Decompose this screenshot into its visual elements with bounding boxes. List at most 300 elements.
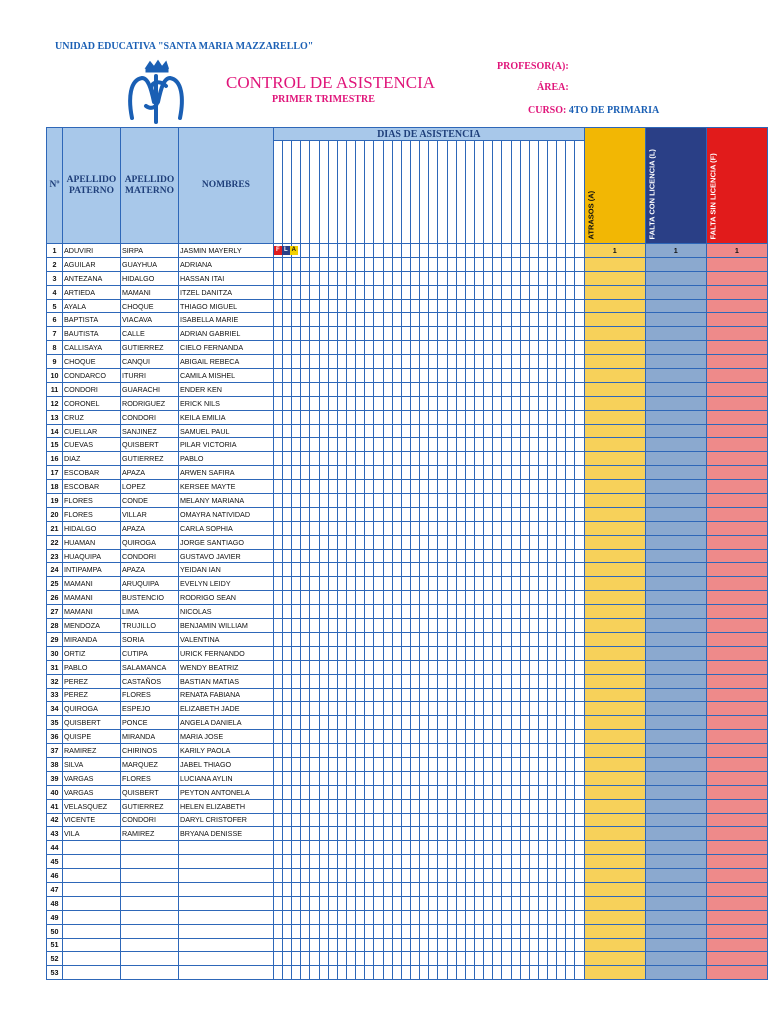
attendance-day-cell[interactable] bbox=[374, 785, 383, 799]
attendance-day-cell[interactable] bbox=[548, 730, 557, 744]
attendance-day-cell[interactable] bbox=[438, 882, 447, 896]
attendance-day-cell[interactable] bbox=[328, 827, 337, 841]
attendance-day-cell[interactable] bbox=[383, 619, 392, 633]
attendance-day-cell[interactable] bbox=[447, 716, 456, 730]
attendance-day-cell[interactable] bbox=[566, 869, 575, 883]
attendance-day-cell[interactable] bbox=[548, 466, 557, 480]
attendance-day-cell[interactable] bbox=[575, 966, 584, 980]
attendance-day-cell[interactable] bbox=[365, 771, 374, 785]
attendance-day-cell[interactable] bbox=[557, 313, 566, 327]
attendance-day-cell[interactable] bbox=[447, 424, 456, 438]
attendance-day-cell[interactable] bbox=[356, 396, 365, 410]
attendance-day-cell[interactable] bbox=[474, 244, 483, 258]
attendance-day-cell[interactable] bbox=[511, 688, 520, 702]
attendance-day-cell[interactable] bbox=[493, 702, 502, 716]
attendance-day-cell[interactable] bbox=[273, 952, 282, 966]
attendance-day-cell[interactable] bbox=[392, 382, 401, 396]
attendance-day-cell[interactable] bbox=[566, 757, 575, 771]
attendance-day-cell[interactable] bbox=[566, 341, 575, 355]
attendance-day-cell[interactable] bbox=[484, 341, 493, 355]
attendance-day-cell[interactable] bbox=[273, 452, 282, 466]
attendance-day-cell[interactable] bbox=[420, 577, 429, 591]
attendance-day-cell[interactable] bbox=[484, 619, 493, 633]
attendance-day-cell[interactable] bbox=[292, 827, 301, 841]
attendance-day-cell[interactable] bbox=[356, 896, 365, 910]
attendance-day-cell[interactable] bbox=[566, 910, 575, 924]
attendance-day-cell[interactable] bbox=[520, 632, 529, 646]
attendance-day-cell[interactable] bbox=[383, 355, 392, 369]
attendance-day-cell[interactable] bbox=[474, 716, 483, 730]
attendance-day-cell[interactable] bbox=[538, 827, 547, 841]
attendance-day-cell[interactable] bbox=[511, 619, 520, 633]
attendance-day-cell[interactable] bbox=[282, 744, 291, 758]
attendance-day-cell[interactable] bbox=[484, 424, 493, 438]
attendance-day-cell[interactable] bbox=[420, 591, 429, 605]
attendance-day-cell[interactable] bbox=[438, 702, 447, 716]
attendance-day-cell[interactable] bbox=[374, 869, 383, 883]
attendance-day-cell[interactable] bbox=[566, 771, 575, 785]
attendance-day-cell[interactable] bbox=[356, 757, 365, 771]
attendance-day-cell[interactable] bbox=[502, 688, 511, 702]
attendance-day-cell[interactable] bbox=[273, 744, 282, 758]
attendance-day-cell[interactable] bbox=[420, 716, 429, 730]
attendance-day-cell[interactable] bbox=[319, 882, 328, 896]
attendance-day-cell[interactable] bbox=[529, 535, 538, 549]
attendance-day-cell[interactable] bbox=[356, 799, 365, 813]
attendance-day-cell[interactable] bbox=[520, 799, 529, 813]
attendance-day-cell[interactable] bbox=[282, 257, 291, 271]
attendance-day-cell[interactable] bbox=[511, 591, 520, 605]
attendance-day-cell[interactable] bbox=[557, 688, 566, 702]
attendance-day-cell[interactable] bbox=[319, 827, 328, 841]
attendance-day-cell[interactable] bbox=[557, 730, 566, 744]
attendance-day-cell[interactable] bbox=[365, 369, 374, 383]
attendance-day-cell[interactable] bbox=[474, 369, 483, 383]
attendance-day-cell[interactable] bbox=[502, 660, 511, 674]
attendance-day-cell[interactable] bbox=[575, 744, 584, 758]
attendance-day-cell[interactable] bbox=[575, 494, 584, 508]
attendance-day-cell[interactable] bbox=[502, 299, 511, 313]
attendance-day-cell[interactable] bbox=[429, 313, 438, 327]
attendance-day-cell[interactable] bbox=[456, 785, 465, 799]
attendance-day-cell[interactable] bbox=[575, 619, 584, 633]
attendance-day-cell[interactable] bbox=[502, 480, 511, 494]
attendance-day-cell[interactable] bbox=[538, 424, 547, 438]
attendance-day-cell[interactable] bbox=[529, 452, 538, 466]
attendance-day-cell[interactable] bbox=[328, 424, 337, 438]
attendance-day-cell[interactable] bbox=[337, 438, 346, 452]
attendance-day-cell[interactable] bbox=[493, 396, 502, 410]
attendance-day-cell[interactable] bbox=[447, 827, 456, 841]
attendance-day-cell[interactable] bbox=[429, 355, 438, 369]
attendance-day-cell[interactable] bbox=[511, 605, 520, 619]
attendance-day-cell[interactable] bbox=[282, 924, 291, 938]
attendance-day-cell[interactable] bbox=[410, 299, 419, 313]
attendance-day-cell[interactable] bbox=[374, 966, 383, 980]
attendance-day-cell[interactable] bbox=[374, 632, 383, 646]
attendance-day-cell[interactable] bbox=[410, 674, 419, 688]
attendance-day-cell[interactable] bbox=[502, 396, 511, 410]
attendance-day-cell[interactable] bbox=[474, 563, 483, 577]
attendance-day-cell[interactable] bbox=[273, 688, 282, 702]
attendance-day-cell[interactable] bbox=[410, 813, 419, 827]
attendance-day-cell[interactable] bbox=[301, 827, 310, 841]
attendance-day-cell[interactable] bbox=[392, 410, 401, 424]
attendance-day-cell[interactable] bbox=[438, 799, 447, 813]
attendance-day-cell[interactable] bbox=[392, 507, 401, 521]
attendance-day-cell[interactable] bbox=[429, 771, 438, 785]
attendance-day-cell[interactable] bbox=[301, 549, 310, 563]
attendance-day-cell[interactable] bbox=[511, 410, 520, 424]
attendance-day-cell[interactable] bbox=[346, 577, 355, 591]
attendance-day-cell[interactable] bbox=[429, 841, 438, 855]
attendance-day-cell[interactable] bbox=[328, 855, 337, 869]
attendance-day-cell[interactable] bbox=[520, 410, 529, 424]
attendance-day-cell[interactable] bbox=[520, 299, 529, 313]
attendance-day-cell[interactable] bbox=[502, 827, 511, 841]
attendance-day-cell[interactable] bbox=[548, 313, 557, 327]
attendance-day-cell[interactable] bbox=[273, 938, 282, 952]
attendance-day-cell[interactable] bbox=[429, 396, 438, 410]
attendance-day-cell[interactable] bbox=[529, 882, 538, 896]
attendance-day-cell[interactable] bbox=[301, 855, 310, 869]
attendance-day-cell[interactable] bbox=[520, 952, 529, 966]
attendance-day-cell[interactable] bbox=[383, 813, 392, 827]
attendance-day-cell[interactable] bbox=[346, 327, 355, 341]
attendance-day-cell[interactable] bbox=[557, 369, 566, 383]
attendance-day-cell[interactable] bbox=[273, 480, 282, 494]
attendance-day-cell[interactable] bbox=[484, 896, 493, 910]
attendance-day-cell[interactable] bbox=[456, 299, 465, 313]
attendance-day-cell[interactable] bbox=[456, 855, 465, 869]
attendance-day-cell[interactable] bbox=[383, 452, 392, 466]
attendance-day-cell[interactable] bbox=[493, 507, 502, 521]
attendance-day-cell[interactable] bbox=[420, 549, 429, 563]
attendance-day-cell[interactable] bbox=[337, 591, 346, 605]
attendance-day-cell[interactable] bbox=[502, 841, 511, 855]
attendance-day-cell[interactable] bbox=[429, 716, 438, 730]
attendance-day-cell[interactable] bbox=[557, 771, 566, 785]
attendance-day-cell[interactable] bbox=[346, 966, 355, 980]
attendance-day-cell[interactable] bbox=[447, 341, 456, 355]
attendance-day-cell[interactable] bbox=[319, 271, 328, 285]
attendance-day-cell[interactable] bbox=[429, 382, 438, 396]
attendance-day-cell[interactable] bbox=[282, 438, 291, 452]
attendance-day-cell[interactable] bbox=[465, 799, 474, 813]
attendance-day-cell[interactable] bbox=[447, 771, 456, 785]
attendance-day-cell[interactable] bbox=[529, 244, 538, 258]
attendance-day-cell[interactable] bbox=[474, 521, 483, 535]
attendance-day-cell[interactable] bbox=[374, 341, 383, 355]
attendance-day-cell[interactable] bbox=[346, 313, 355, 327]
attendance-day-cell[interactable] bbox=[465, 382, 474, 396]
attendance-day-cell[interactable] bbox=[410, 549, 419, 563]
attendance-day-cell[interactable] bbox=[429, 591, 438, 605]
attendance-day-cell[interactable] bbox=[474, 660, 483, 674]
attendance-day-cell[interactable] bbox=[520, 730, 529, 744]
attendance-day-cell[interactable] bbox=[392, 730, 401, 744]
attendance-day-cell[interactable] bbox=[346, 355, 355, 369]
attendance-day-cell[interactable] bbox=[465, 910, 474, 924]
attendance-day-cell[interactable] bbox=[447, 244, 456, 258]
attendance-day-cell[interactable] bbox=[529, 577, 538, 591]
attendance-day-cell[interactable] bbox=[282, 632, 291, 646]
attendance-day-cell[interactable] bbox=[319, 410, 328, 424]
attendance-day-cell[interactable] bbox=[465, 688, 474, 702]
attendance-day-cell[interactable] bbox=[356, 855, 365, 869]
attendance-day-cell[interactable] bbox=[401, 632, 410, 646]
attendance-day-cell[interactable] bbox=[301, 341, 310, 355]
attendance-day-cell[interactable] bbox=[282, 785, 291, 799]
attendance-day-cell[interactable] bbox=[538, 549, 547, 563]
attendance-day-cell[interactable] bbox=[548, 632, 557, 646]
attendance-day-cell[interactable] bbox=[548, 244, 557, 258]
attendance-day-cell[interactable] bbox=[392, 424, 401, 438]
attendance-day-cell[interactable] bbox=[365, 730, 374, 744]
attendance-day-cell[interactable] bbox=[511, 910, 520, 924]
attendance-day-cell[interactable] bbox=[301, 521, 310, 535]
attendance-day-cell[interactable] bbox=[310, 438, 319, 452]
attendance-day-cell[interactable] bbox=[282, 813, 291, 827]
attendance-day-cell[interactable] bbox=[493, 535, 502, 549]
attendance-day-cell[interactable] bbox=[456, 313, 465, 327]
attendance-day-cell[interactable] bbox=[465, 521, 474, 535]
attendance-day-cell[interactable] bbox=[273, 924, 282, 938]
attendance-day-cell[interactable] bbox=[410, 535, 419, 549]
attendance-day-cell[interactable] bbox=[493, 605, 502, 619]
attendance-day-cell[interactable] bbox=[474, 396, 483, 410]
attendance-day-cell[interactable] bbox=[493, 466, 502, 480]
attendance-day-cell[interactable] bbox=[346, 521, 355, 535]
attendance-day-cell[interactable] bbox=[548, 605, 557, 619]
attendance-day-cell[interactable] bbox=[511, 702, 520, 716]
attendance-day-cell[interactable] bbox=[520, 841, 529, 855]
attendance-day-cell[interactable] bbox=[511, 494, 520, 508]
attendance-day-cell[interactable] bbox=[465, 785, 474, 799]
attendance-day-cell[interactable] bbox=[538, 702, 547, 716]
attendance-day-cell[interactable] bbox=[520, 827, 529, 841]
attendance-day-cell[interactable] bbox=[310, 924, 319, 938]
attendance-day-cell[interactable] bbox=[538, 869, 547, 883]
attendance-day-cell[interactable] bbox=[557, 605, 566, 619]
attendance-day-cell[interactable] bbox=[447, 396, 456, 410]
attendance-day-cell[interactable] bbox=[292, 785, 301, 799]
attendance-day-cell[interactable] bbox=[502, 924, 511, 938]
attendance-day-cell[interactable] bbox=[420, 646, 429, 660]
attendance-day-cell[interactable] bbox=[474, 841, 483, 855]
attendance-day-cell[interactable] bbox=[292, 285, 301, 299]
attendance-day-cell[interactable] bbox=[456, 813, 465, 827]
attendance-day-cell[interactable] bbox=[575, 299, 584, 313]
attendance-day-cell[interactable] bbox=[401, 646, 410, 660]
attendance-day-cell[interactable] bbox=[310, 271, 319, 285]
attendance-day-cell[interactable] bbox=[520, 452, 529, 466]
attendance-day-cell[interactable] bbox=[301, 563, 310, 577]
attendance-day-cell[interactable] bbox=[456, 410, 465, 424]
attendance-day-cell[interactable] bbox=[383, 591, 392, 605]
attendance-day-cell[interactable] bbox=[392, 757, 401, 771]
attendance-day-cell[interactable] bbox=[502, 799, 511, 813]
attendance-day-cell[interactable] bbox=[356, 619, 365, 633]
attendance-day-cell[interactable] bbox=[356, 702, 365, 716]
attendance-day-cell[interactable] bbox=[575, 702, 584, 716]
attendance-day-cell[interactable] bbox=[465, 882, 474, 896]
attendance-day-cell[interactable] bbox=[310, 299, 319, 313]
attendance-day-cell[interactable] bbox=[529, 424, 538, 438]
attendance-day-cell[interactable] bbox=[282, 507, 291, 521]
attendance-day-cell[interactable] bbox=[328, 480, 337, 494]
attendance-day-cell[interactable] bbox=[282, 605, 291, 619]
attendance-day-cell[interactable] bbox=[566, 688, 575, 702]
attendance-day-cell[interactable] bbox=[538, 313, 547, 327]
attendance-day-cell[interactable] bbox=[447, 382, 456, 396]
attendance-day-cell[interactable] bbox=[529, 257, 538, 271]
attendance-day-cell[interactable] bbox=[520, 369, 529, 383]
attendance-day-cell[interactable] bbox=[420, 382, 429, 396]
attendance-day-cell[interactable] bbox=[282, 424, 291, 438]
attendance-day-cell[interactable] bbox=[474, 549, 483, 563]
attendance-day-cell[interactable] bbox=[292, 382, 301, 396]
attendance-day-cell[interactable] bbox=[410, 466, 419, 480]
attendance-day-cell[interactable] bbox=[465, 660, 474, 674]
attendance-day-cell[interactable] bbox=[511, 549, 520, 563]
attendance-day-cell[interactable] bbox=[301, 382, 310, 396]
attendance-day-cell[interactable] bbox=[456, 424, 465, 438]
attendance-day-cell[interactable] bbox=[456, 244, 465, 258]
attendance-day-cell[interactable] bbox=[474, 577, 483, 591]
attendance-day-cell[interactable] bbox=[356, 507, 365, 521]
attendance-day-cell[interactable] bbox=[420, 813, 429, 827]
attendance-day-cell[interactable] bbox=[520, 813, 529, 827]
attendance-day-cell[interactable] bbox=[557, 396, 566, 410]
attendance-day-cell[interactable] bbox=[401, 549, 410, 563]
attendance-day-cell[interactable] bbox=[365, 438, 374, 452]
attendance-day-cell[interactable] bbox=[520, 382, 529, 396]
attendance-day-cell[interactable] bbox=[346, 896, 355, 910]
attendance-day-cell[interactable] bbox=[301, 952, 310, 966]
attendance-day-cell[interactable] bbox=[273, 341, 282, 355]
attendance-day-cell[interactable] bbox=[429, 799, 438, 813]
attendance-day-cell[interactable] bbox=[520, 355, 529, 369]
attendance-day-cell[interactable] bbox=[310, 605, 319, 619]
attendance-day-cell[interactable] bbox=[374, 646, 383, 660]
attendance-day-cell[interactable] bbox=[328, 716, 337, 730]
attendance-day-cell[interactable] bbox=[465, 341, 474, 355]
attendance-day-cell[interactable] bbox=[447, 855, 456, 869]
attendance-day-cell[interactable] bbox=[447, 702, 456, 716]
attendance-day-cell[interactable] bbox=[566, 424, 575, 438]
attendance-day-cell[interactable] bbox=[319, 952, 328, 966]
attendance-day-cell[interactable] bbox=[429, 285, 438, 299]
attendance-day-cell[interactable] bbox=[566, 605, 575, 619]
attendance-day-cell[interactable] bbox=[520, 494, 529, 508]
attendance-day-cell[interactable] bbox=[548, 271, 557, 285]
attendance-day-cell[interactable] bbox=[410, 855, 419, 869]
attendance-day-cell[interactable] bbox=[383, 605, 392, 619]
attendance-day-cell[interactable] bbox=[548, 785, 557, 799]
attendance-day-cell[interactable] bbox=[292, 369, 301, 383]
attendance-day-cell[interactable] bbox=[346, 827, 355, 841]
attendance-day-cell[interactable] bbox=[365, 382, 374, 396]
attendance-day-cell[interactable] bbox=[301, 841, 310, 855]
attendance-day-cell[interactable] bbox=[410, 521, 419, 535]
attendance-day-cell[interactable] bbox=[383, 827, 392, 841]
attendance-day-cell[interactable] bbox=[346, 341, 355, 355]
attendance-day-cell[interactable] bbox=[575, 410, 584, 424]
attendance-day-cell[interactable] bbox=[465, 577, 474, 591]
attendance-day-cell[interactable] bbox=[465, 924, 474, 938]
attendance-day-cell[interactable] bbox=[429, 855, 438, 869]
attendance-day-cell[interactable] bbox=[292, 507, 301, 521]
attendance-day-cell[interactable] bbox=[465, 841, 474, 855]
attendance-day-cell[interactable] bbox=[337, 674, 346, 688]
attendance-day-cell[interactable] bbox=[465, 674, 474, 688]
attendance-day-cell[interactable] bbox=[484, 285, 493, 299]
attendance-day-cell[interactable] bbox=[484, 702, 493, 716]
attendance-day-cell[interactable] bbox=[410, 730, 419, 744]
attendance-day-cell[interactable] bbox=[392, 271, 401, 285]
attendance-day-cell[interactable] bbox=[392, 813, 401, 827]
attendance-day-cell[interactable] bbox=[374, 896, 383, 910]
attendance-day-cell[interactable] bbox=[365, 341, 374, 355]
attendance-day-cell[interactable] bbox=[401, 660, 410, 674]
attendance-day-cell[interactable] bbox=[383, 841, 392, 855]
attendance-day-cell[interactable] bbox=[456, 257, 465, 271]
attendance-day-cell[interactable] bbox=[301, 577, 310, 591]
attendance-day-cell[interactable] bbox=[557, 952, 566, 966]
attendance-day-cell[interactable] bbox=[438, 410, 447, 424]
attendance-day-cell[interactable] bbox=[420, 299, 429, 313]
attendance-day-cell[interactable] bbox=[529, 896, 538, 910]
attendance-day-cell[interactable] bbox=[337, 313, 346, 327]
attendance-day-cell[interactable] bbox=[511, 507, 520, 521]
attendance-day-cell[interactable] bbox=[548, 924, 557, 938]
attendance-day-cell[interactable] bbox=[273, 882, 282, 896]
attendance-day-cell[interactable] bbox=[502, 327, 511, 341]
attendance-day-cell[interactable] bbox=[365, 688, 374, 702]
attendance-day-cell[interactable] bbox=[456, 660, 465, 674]
attendance-day-cell[interactable] bbox=[282, 702, 291, 716]
attendance-day-cell[interactable] bbox=[374, 702, 383, 716]
attendance-day-cell[interactable] bbox=[474, 632, 483, 646]
attendance-day-cell[interactable] bbox=[356, 660, 365, 674]
attendance-day-cell[interactable] bbox=[548, 841, 557, 855]
attendance-day-cell[interactable] bbox=[557, 299, 566, 313]
attendance-day-cell[interactable] bbox=[365, 827, 374, 841]
attendance-day-cell[interactable] bbox=[557, 382, 566, 396]
attendance-day-cell[interactable] bbox=[356, 521, 365, 535]
attendance-day-cell[interactable] bbox=[474, 410, 483, 424]
attendance-day-cell[interactable] bbox=[548, 813, 557, 827]
attendance-day-cell[interactable] bbox=[465, 716, 474, 730]
attendance-day-cell[interactable] bbox=[301, 882, 310, 896]
attendance-day-cell[interactable] bbox=[484, 327, 493, 341]
attendance-day-cell[interactable] bbox=[292, 480, 301, 494]
attendance-day-cell[interactable] bbox=[575, 952, 584, 966]
attendance-day-cell[interactable] bbox=[420, 785, 429, 799]
attendance-day-cell[interactable] bbox=[356, 771, 365, 785]
attendance-day-cell[interactable] bbox=[292, 327, 301, 341]
attendance-day-cell[interactable] bbox=[566, 924, 575, 938]
attendance-day-cell[interactable] bbox=[301, 494, 310, 508]
attendance-day-cell[interactable] bbox=[566, 952, 575, 966]
attendance-day-cell[interactable] bbox=[420, 702, 429, 716]
attendance-day-cell[interactable] bbox=[420, 355, 429, 369]
attendance-day-cell[interactable] bbox=[456, 688, 465, 702]
attendance-day-cell[interactable] bbox=[447, 507, 456, 521]
attendance-day-cell[interactable] bbox=[356, 716, 365, 730]
attendance-day-cell[interactable] bbox=[502, 577, 511, 591]
